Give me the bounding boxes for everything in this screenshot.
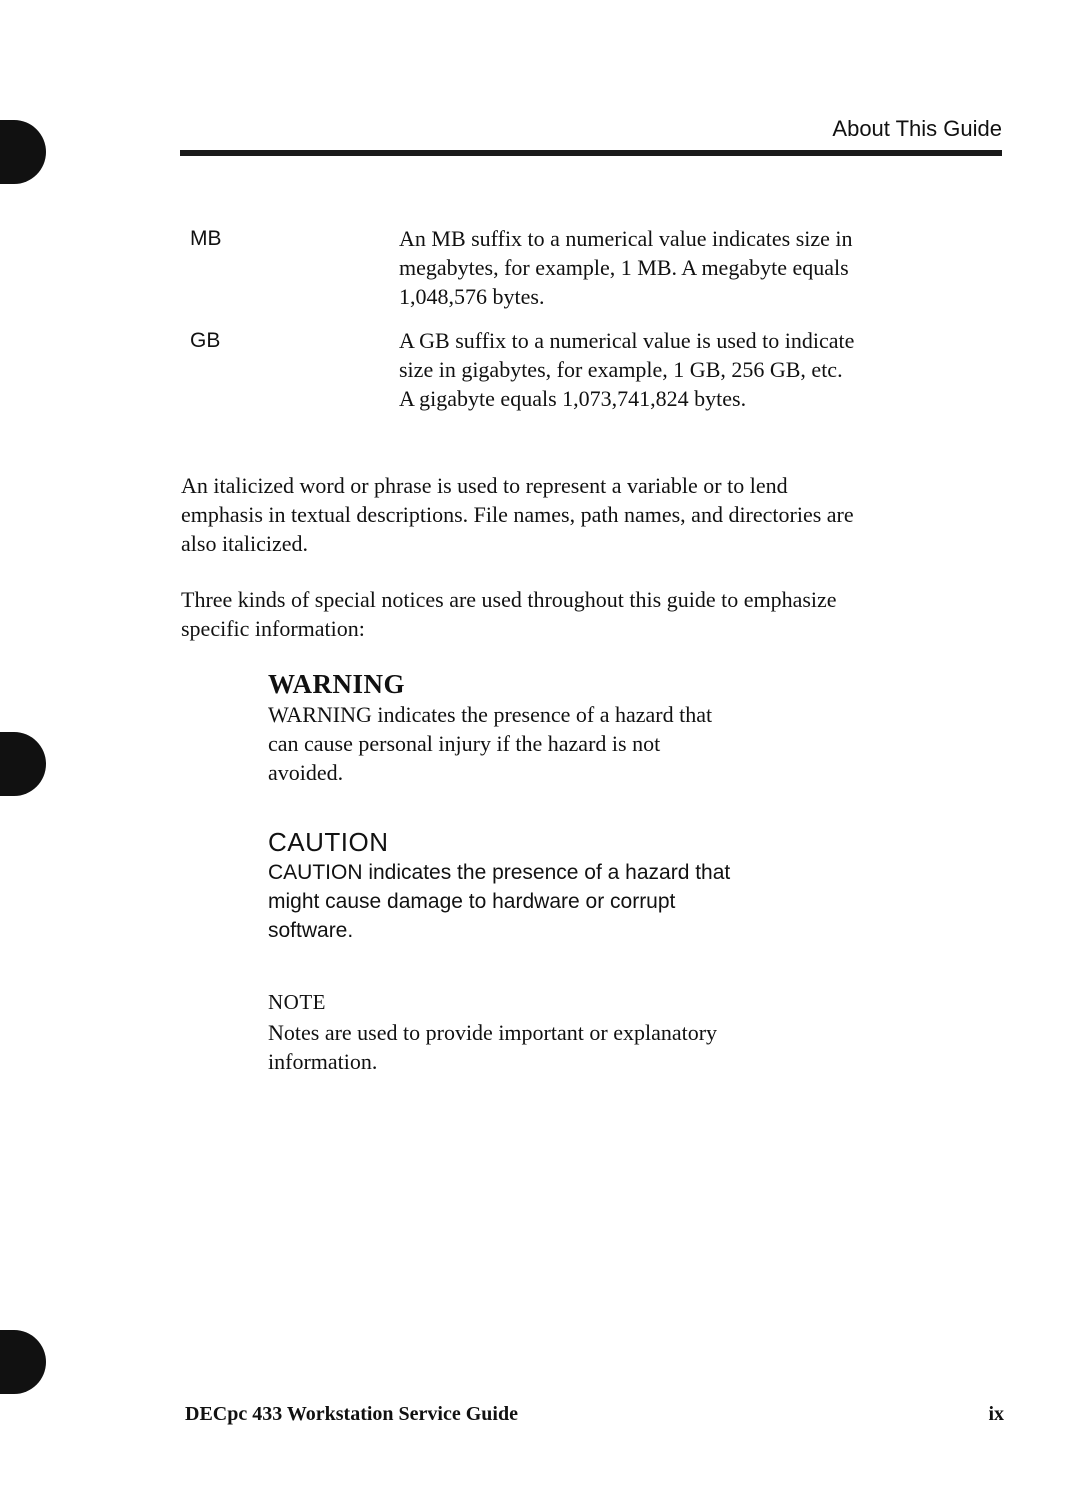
definition-term: GB [190,329,221,352]
footer-page-number: ix [988,1403,1004,1425]
note-notice [268,986,828,1076]
caution-text: CAUTION indicates the presence of a hazard that might cause damage to hardware or corrupt software. [268,861,731,942]
definition-description: A GB suffix to a numerical value is used to indicate size in gigabytes, for example, 1 GB, 256 GB, etc. A gigabyte equals 1,073,741,824 bytes. [399,328,855,411]
definition-description: An MB suffix to a numerical value indicates size in megabytes, for example, 1 MB. A megabyte equals 1,048,576 bytes. [399,226,853,309]
warning-notice [268,668,828,787]
binder-hole-top [0,120,46,184]
notices-intro-paragraph: Three kinds of special notices are used throughout this guide to emphasize specific information: [181,587,837,641]
running-header-title: About This Guide [832,116,1002,141]
footer-book-title: DECpc 433 Workstation Service Guide [185,1403,518,1425]
definition-row-mb [190,224,970,314]
caution-notice [268,826,828,945]
binder-hole-middle [0,732,46,796]
italics-convention-paragraph: An italicized word or phrase is used to represent a variable or to lend emphasis in textual descriptions. File names, path names, and directories are also italicized. [181,473,854,556]
note-text: Notes are used to provide important or explanatory information. [268,1020,718,1074]
definition-row-gb [190,326,970,416]
header-rule [180,150,1002,156]
warning-title: WARNING [268,669,406,699]
definition-term: MB [190,227,222,250]
caution-title: CAUTION [268,827,389,857]
warning-text: WARNING indicates the presence of a hazard that can cause personal injury if the hazard is not avoided. [268,702,713,785]
note-title: NOTE [268,990,326,1014]
binder-hole-bottom [0,1330,46,1394]
